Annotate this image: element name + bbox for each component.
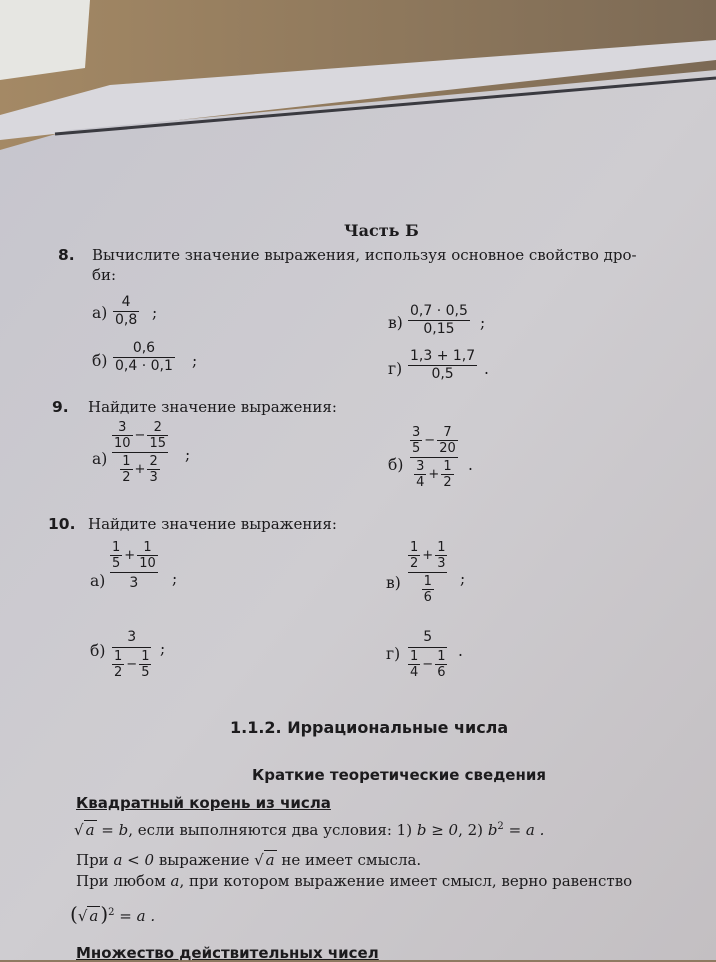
denominator: 10 [114,436,131,451]
condition-2-rest: = a . [508,821,545,839]
denominator: 0,15 [423,321,455,337]
fraction [422,574,434,605]
main-fraction-bar [112,647,151,648]
radicand: a [85,821,95,839]
fraction [410,425,422,456]
task10-label-a: а) [90,572,106,590]
fraction [435,649,447,680]
numerator: 2 [153,420,162,435]
task8-label-d: г) [388,360,403,378]
numerator: 3 [127,629,137,645]
task8-punct-c: ; [480,314,486,332]
task8-punct-b: ; [192,352,198,370]
condition-2-base: b [487,821,498,839]
task9-punct-a: ; [185,446,191,464]
variable: a [170,872,180,890]
task8-label-b: б) [92,352,108,370]
task8-fraction-c [408,303,470,338]
main-fraction-bar [408,647,447,648]
exponent: 2 [108,907,115,918]
definition-text: , если выполняются два условия: 1) [128,821,413,839]
fraction [408,649,420,680]
subsection-title: Краткие теоретические сведения [252,766,546,784]
denominator: 0,8 [115,312,138,328]
task10-complex-fraction-a [110,540,158,592]
line-text: При любом [76,872,166,890]
denominator: 6 [423,590,432,605]
denominator: 2 [122,470,131,485]
part-title: Часть Б [344,221,419,240]
numerator: 3 [412,425,421,440]
sqrt-definition [74,820,544,839]
denominator: 4 [416,475,425,490]
denominator: 5 [141,665,150,680]
identity-tail: = a . [119,907,156,925]
line-text: При [76,851,109,869]
operator: − [422,657,434,672]
numerator: 1 [437,649,446,664]
task10-punct-b: ; [160,640,166,658]
task10-punct-a: ; [172,570,178,588]
numerator: 3 [416,459,425,474]
bottom-expression [112,454,168,485]
operator: + [422,548,434,563]
radical-sign: √ [77,907,88,925]
denominator: 10 [139,556,156,571]
radicand: a [265,851,275,869]
operator: + [428,467,440,482]
numerator: 1 [122,454,131,469]
task9-complex-fraction-b [410,425,458,490]
task9-punct-b: . [468,456,473,474]
fraction [110,540,122,571]
denominator: 3 [149,470,158,485]
task10-number: 10. [48,515,76,533]
task8-fraction-d [408,348,477,383]
fraction [139,649,151,680]
radical-sign: √ [74,821,84,839]
task8-number: 8. [58,246,75,264]
numerator: 2 [149,454,158,469]
main-fraction-bar [112,452,168,453]
task8-text-line1: Вычислите значение выражения, используя основное свойство дро- [92,246,637,264]
numerator: 1,3 + 1,7 [410,348,476,364]
line-text: не имеет смысла. [281,851,422,869]
task10-complex-fraction-d [408,628,447,680]
task8-punct-a: ; [152,304,158,322]
numerator: 1 [112,540,121,555]
condition: a < 0 [113,851,155,869]
denominator: 15 [149,436,166,451]
task8-fraction-b [113,340,175,375]
fraction [112,420,133,451]
numerator: 0,6 [132,340,156,356]
bottom-expression [410,459,458,490]
numerator: 1 [423,574,432,589]
line-text: , при котором выражение имеет смысл, верно равенство [179,872,633,890]
task9-label-a: а) [92,450,108,468]
identity-line [70,902,155,926]
bottom-expression [408,574,447,605]
task8-label-c: в) [388,314,403,332]
fraction [414,459,426,490]
denominator: 4 [410,665,419,680]
condition-2-exponent: 2 [497,821,504,832]
fraction [137,540,158,571]
task9-number: 9. [52,398,69,416]
bottom-expression [408,649,447,680]
radicand: a [89,907,99,925]
numerator: 1 [437,540,446,555]
main-fraction-bar [410,457,458,458]
fraction [435,540,447,571]
fraction [408,540,420,571]
top-expression [112,420,168,451]
fraction [112,649,124,680]
denominator: 0,5 [431,366,454,382]
operator: + [124,548,136,563]
denominator: 3 [437,556,446,571]
task10-text: Найдите значение выражения: [88,515,337,533]
operator: − [126,657,138,672]
numerator: 1 [410,649,419,664]
numerator: 7 [443,425,452,440]
numerator: 1 [443,459,452,474]
numerator: 1 [114,649,123,664]
numerator: 3 [118,420,127,435]
task10-complex-fraction-c [408,540,447,605]
numerator: 1 [143,540,152,555]
denominator: 0,4 · 0,1 [115,358,173,374]
task10-punct-d: . [458,642,463,660]
task9-complex-fraction-a [112,420,168,485]
operator: − [424,433,436,448]
denominator: 5 [412,441,421,456]
fraction [147,420,168,451]
equals-b: = b [101,821,129,839]
any-a-line [76,872,632,890]
section-title: 1.1.2. Иррациональные числа [230,718,509,737]
task10-label-c: в) [386,574,401,592]
fraction [147,454,159,485]
open-paren: ( [70,902,78,926]
numerator: 4 [121,294,131,310]
bottom-expression [112,649,151,680]
next-heading: Множество действительных чисел [76,944,379,962]
task9-text: Найдите значение выражения: [88,398,337,416]
numerator: 1 [410,540,419,555]
task8-text-line2: би: [92,266,117,284]
task10-label-b: б) [90,642,106,660]
task8-punct-d: . [484,360,489,378]
condition-1: b ≥ 0 [416,821,459,839]
task8-label-a: а) [92,304,108,322]
numerator: 1 [141,649,150,664]
line-text: выражение [158,851,250,869]
denominator: 6 [437,665,446,680]
main-fraction-bar [408,572,447,573]
denominator: 2 [114,665,123,680]
numerator: 5 [423,629,433,645]
denominator: 2 [410,556,419,571]
top-expression [110,540,158,571]
close-paren: ) [100,902,109,926]
negative-a-line [76,850,421,869]
denominator: 5 [112,556,121,571]
fraction [120,454,132,485]
sqrt-heading: Квадратный корень из числа [76,794,331,812]
task10-punct-c: ; [460,570,466,588]
task10-complex-fraction-b [112,628,151,680]
denominator: 3 [129,575,139,591]
task10-label-d: г) [386,645,401,663]
operator: − [134,428,146,443]
operator: + [134,462,146,477]
numerator: 0,7 · 0,5 [410,303,468,319]
separator: , 2) [458,821,484,839]
fraction [437,425,458,456]
task9-label-b: б) [388,456,404,474]
main-fraction-bar [110,572,158,573]
radical-sign: √ [254,851,264,869]
denominator: 20 [439,441,456,456]
task8-fraction-a [113,294,139,329]
denominator: 2 [443,475,452,490]
top-expression [408,540,447,571]
top-expression [410,425,458,456]
fraction [441,459,453,490]
